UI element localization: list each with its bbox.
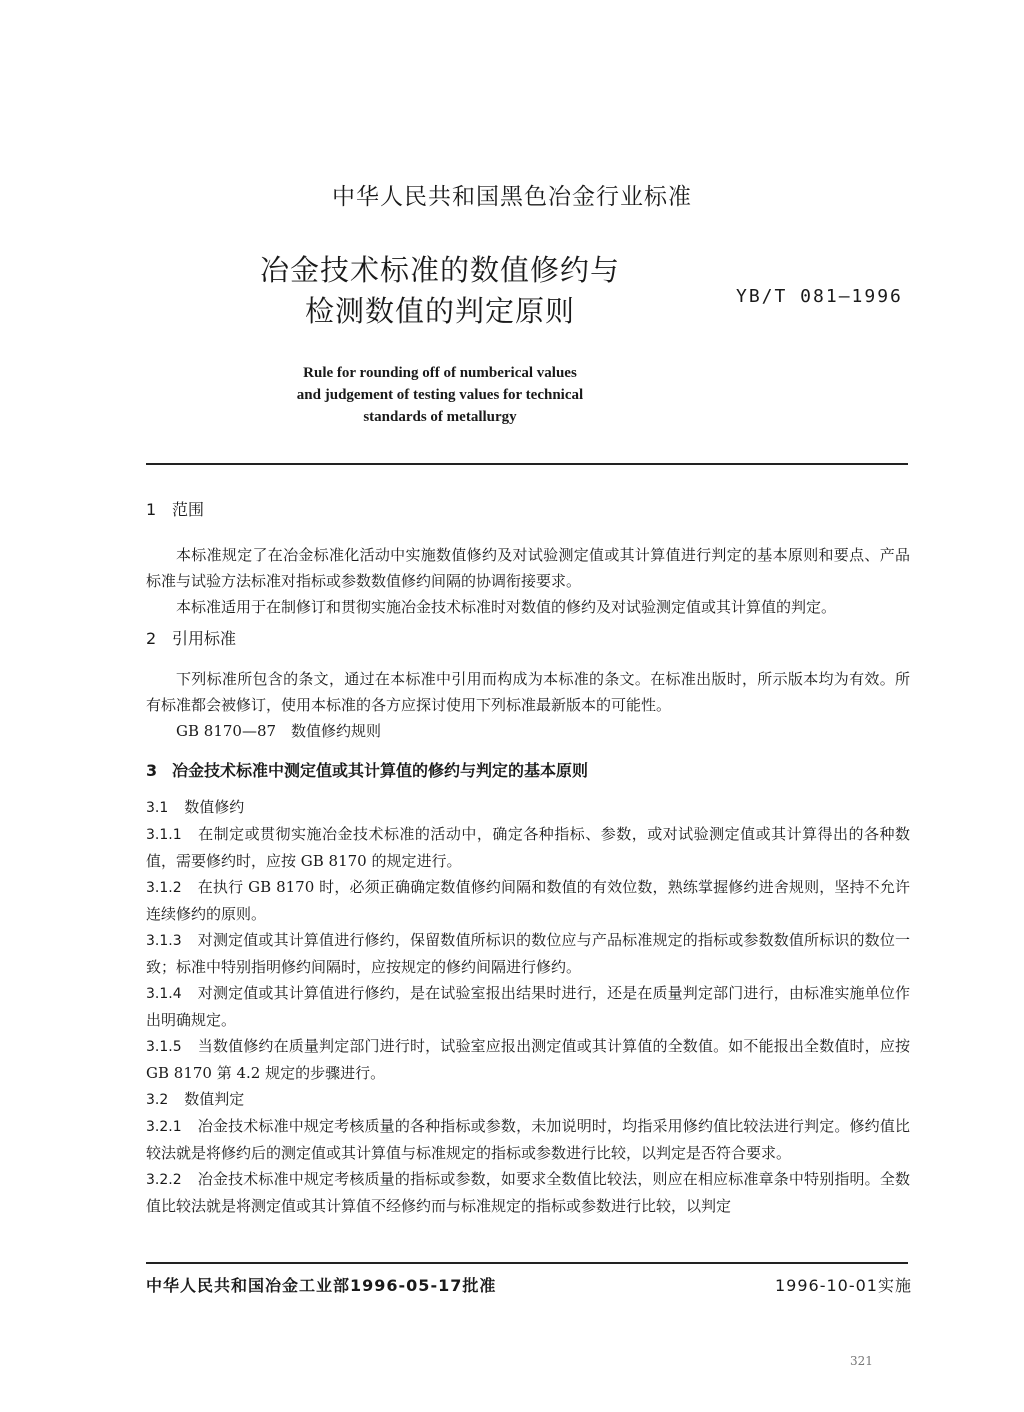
paragraph: 本标准规定了在冶金标准化活动中实施数值修约及对试验测定值或其计算值进行判定的基本原则和要点、产品标准与试验方法标准对指标或参数数值修约间隔的协调衔接要求。	[146, 546, 910, 590]
clause-text: 对测定值或其计算值进行修约，保留数值所标识的数位应与产品标准规定的指标或参数数值所标识的数位一致；标准中特别指明修约间隔时，应按规定的修约间隔进行修约。	[146, 931, 910, 976]
paragraph: 本标准适用于在制修订和贯彻实施冶金技术标准时对数值的修约及对试验测定值或其计算值的判定。	[176, 598, 837, 616]
clause-text: 当数值修约在质量判定部门进行时，试验室应报出测定值或其计算值的全数值。如不能报出全数值时，应按 GB 8170 第 4.2 规定的步骤进行。	[146, 1037, 910, 1082]
main-title-line-1: 冶金技术标准的数值修约与	[259, 253, 620, 287]
referenced-standard: GB 8170—87 数值修约规则	[176, 722, 382, 740]
paragraph: 下列标准所包含的条文，通过在本标准中引用而构成为本标准的条文。在标准出版时，所示版本均为有效。所有标准都会被修订，使用本标准的各方应探讨使用下列标准最新版本的可能性。	[146, 670, 910, 714]
clause	[146, 1113, 910, 1166]
approval-line: 中华人民共和国冶金工业部1996-05-17批准	[146, 1276, 497, 1295]
document-body	[146, 497, 910, 1219]
clause-text: 冶金技术标准中规定考核质量的各种指标或参数，未加说明时，均指采用修约值比较法进行判定。修约值比较法就是将修约后的测定值或其计算值与标准规定的指标或参数进行比较，以判定是否符合要求。	[146, 1117, 910, 1162]
english-title-line-3: standards of metallurgy	[363, 409, 517, 425]
clause-title: 数值修约	[184, 798, 245, 816]
section-title: 范围	[172, 500, 205, 519]
standard-code: YB/T 081—1996	[736, 286, 903, 307]
english-title	[200, 362, 680, 428]
section-title: 引用标准	[172, 629, 237, 648]
section-number: 3	[146, 761, 158, 780]
clause	[146, 874, 910, 927]
clause	[146, 980, 910, 1033]
clause	[146, 1033, 910, 1086]
clause-number: 3.2	[146, 1092, 169, 1108]
clause-number: 3.1.1	[146, 827, 182, 843]
clause-number: 3.1	[146, 800, 169, 816]
clause-number: 3.1.5	[146, 1039, 182, 1055]
section-heading-basic-principles	[146, 758, 910, 784]
implementation-date: 1996-10-01实施	[775, 1276, 912, 1295]
clause-number: 3.2.2	[146, 1172, 182, 1188]
clause-title: 数值判定	[184, 1090, 245, 1108]
clause-text: 在执行 GB 8170 时，必须正确确定数值修约间隔和数值的有效位数，熟练掌握修约进舍规则，坚持不允许连续修约的原则。	[146, 878, 910, 923]
clause	[146, 1166, 910, 1219]
main-title-line-2: 检测数值的判定原则	[304, 294, 575, 328]
subclause-heading	[146, 794, 910, 821]
clause-number: 3.1.4	[146, 986, 182, 1002]
clause-number: 3.2.1	[146, 1119, 182, 1135]
section-heading-normative-references	[146, 626, 910, 652]
subclause-heading	[146, 1086, 910, 1113]
clause	[146, 927, 910, 980]
footer-divider	[146, 1262, 908, 1264]
section-heading-scope	[146, 497, 910, 523]
clause-text: 冶金技术标准中规定考核质量的指标或参数，如要求全数值比较法，则应在相应标准章条中特别指明。全数值比较法就是将测定值或其计算值不经修约而与标准规定的指标或参数进行比较，以判定	[146, 1170, 910, 1215]
standard-category-title: 中华人民共和国黑色冶金行业标准	[332, 184, 692, 210]
clause-text: 对测定值或其计算值进行修约，是在试验室报出结果时进行，还是在质量判定部门进行，由标准实施单位作出明确规定。	[146, 984, 910, 1029]
clause-text: 在制定或贯彻实施冶金技术标准的活动中，确定各种指标、参数，或对试验测定值或其计算得出的各种数值，需要修约时，应按 GB 8170 的规定进行。	[146, 825, 910, 870]
english-title-line-1: Rule for rounding off of numberical values	[303, 365, 577, 381]
section-title: 冶金技术标准中测定值或其计算值的修约与判定的基本原则	[172, 761, 589, 780]
english-title-line-2: and judgement of testing values for technical	[296, 387, 584, 403]
clause-number: 3.1.3	[146, 933, 182, 949]
clause	[146, 821, 910, 874]
main-title	[250, 250, 630, 332]
section-number: 1	[146, 500, 157, 519]
header-divider	[146, 463, 908, 465]
section-number: 2	[146, 629, 157, 648]
clause-number: 3.1.2	[146, 880, 182, 896]
page-number: 321	[850, 1354, 873, 1368]
